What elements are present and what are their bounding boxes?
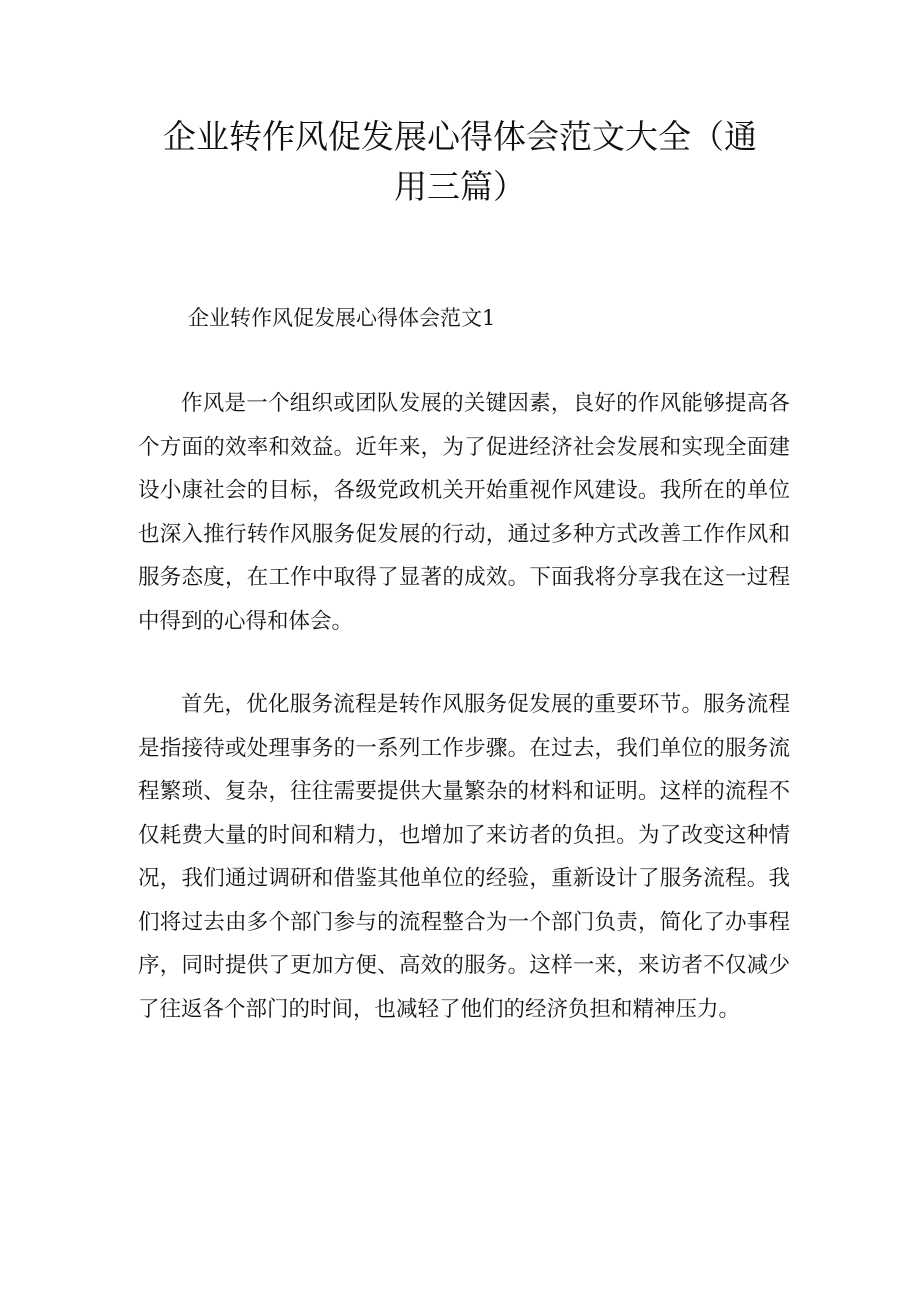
body-paragraph-1: 作风是一个组织或团队发展的关键因素，良好的作风能够提高各个方面的效率和效益。近年来，为了促进经济社会发展和实现全面建设小康社会的目标，各级党政机关开始重视作风建设。我所在的单位也深入推行转作风服务促发展的行动，通过多种方式改善工作作风和服务态度，在工作中取得了显著的成效。下面我将分享我在这一过程中得到的心得和体会。 (138, 391, 790, 634)
section-heading: 企业转作风促发展心得体会范文1 (188, 306, 496, 330)
document-title: 企业转作风促发展心得体会范文大全（通用三篇） (163, 117, 757, 206)
body-paragraph-2: 首先，优化服务流程是转作风服务促发展的重要环节。服务流程是指接待或处理事务的一系列工作步骤。在过去，我们单位的服务流程繁琐、复杂，往往需要提供大量繁杂的材料和证明。这样的流程不仅耗费大量的时间和精力，也增加了来访者的负担。为了改变这种情况，我们通过调研和借鉴其他单位的经验，重新设计了服务流程。我们将过去由多个部门参与的流程整合为一个部门负责，简化了办事程序，同时提供了更加方便、高效的服务。这样一来，来访者不仅减少了往返各个部门的时间，也减轻了他们的经济负担和精神压力。 (138, 692, 790, 1022)
